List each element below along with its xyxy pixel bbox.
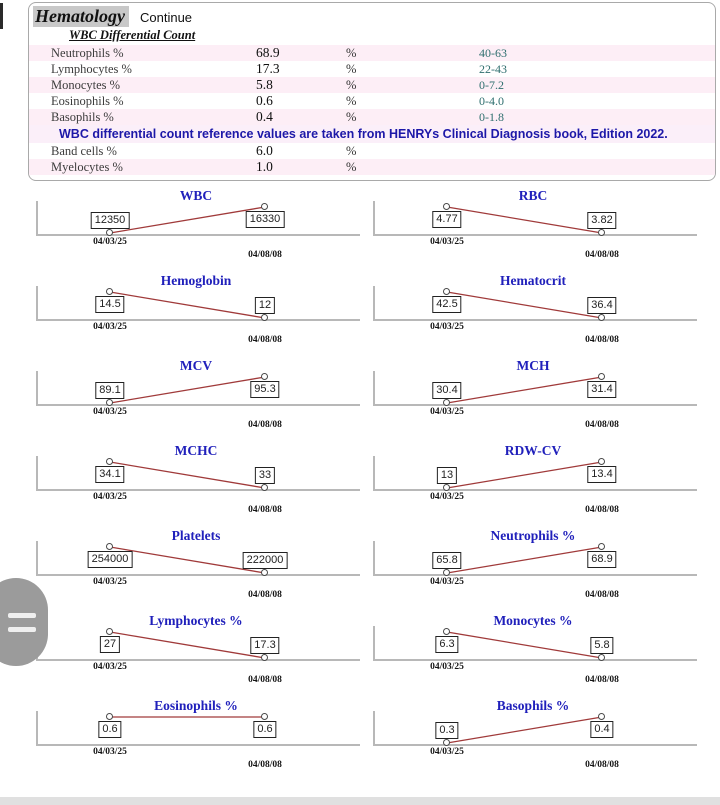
value-label-box: 13.4	[587, 466, 616, 483]
x-axis	[373, 234, 697, 236]
date-label: 04/03/25	[430, 322, 464, 332]
value-label-box: 254000	[88, 551, 133, 568]
trend-line	[36, 631, 354, 659]
table-cell-unit: %	[346, 45, 357, 60]
table-cell-name: Band cells %	[51, 143, 117, 158]
date-label: 04/03/25	[93, 237, 127, 247]
value-label-box: 0.6	[98, 721, 121, 738]
table-row	[29, 143, 715, 159]
trend-chart-hemoglobin	[28, 271, 364, 356]
data-point-marker	[261, 373, 268, 380]
table-cell-name: Myelocytes %	[51, 159, 123, 174]
trend-line	[373, 716, 691, 744]
value-label-box: 14.5	[95, 296, 124, 313]
chart-title: Basophils %	[496, 698, 570, 713]
table-cell-value: 68.9	[256, 45, 280, 60]
data-point-marker	[443, 628, 450, 635]
table-cell-range: 22-43	[479, 61, 507, 76]
chart-plot-area	[36, 716, 354, 744]
table-cell-range: 0-4.0	[479, 93, 504, 108]
data-point-marker	[598, 373, 605, 380]
table-cell-unit: %	[346, 159, 357, 174]
value-label-box: 4.77	[432, 211, 461, 228]
chart-plot-area	[36, 206, 354, 234]
table-row	[29, 93, 715, 109]
x-axis	[36, 574, 360, 576]
x-axis	[373, 659, 697, 661]
data-point-marker	[261, 203, 268, 210]
date-label: 04/08/08	[585, 505, 619, 515]
chart-title: RDW-CV	[504, 443, 562, 458]
trend-chart-platelets	[28, 526, 364, 611]
date-label: 04/03/25	[430, 237, 464, 247]
trend-chart-lymphocytes	[28, 611, 364, 696]
chart-title: MCH	[516, 358, 550, 373]
table-cell-name: Monocytes %	[51, 77, 121, 92]
value-label-box: 16330	[246, 211, 285, 228]
data-point-marker	[598, 458, 605, 465]
value-label-box: 13	[437, 467, 457, 484]
chart-title: Hematocrit	[500, 273, 566, 288]
trend-line	[373, 546, 691, 574]
data-point-marker	[106, 458, 113, 465]
page-edge-mark	[0, 3, 3, 29]
x-axis	[36, 234, 360, 236]
date-label: 04/08/08	[248, 250, 282, 260]
chart-plot-area	[36, 546, 354, 574]
value-label-box: 89.1	[95, 382, 124, 399]
value-label-box: 31.4	[587, 381, 616, 398]
value-label-box: 42.5	[432, 296, 461, 313]
data-point-marker	[598, 654, 605, 661]
value-label-box: 36.4	[587, 297, 616, 314]
date-label: 04/03/25	[93, 662, 127, 672]
trend-chart-mch	[365, 356, 701, 441]
table-cell-range: 0-7.2	[479, 77, 504, 92]
table-cell-value: 1.0	[256, 159, 273, 174]
value-label-box: 3.82	[587, 212, 616, 229]
date-label: 04/08/08	[248, 590, 282, 600]
date-label: 04/03/25	[430, 747, 464, 757]
trend-chart-neutrophils	[365, 526, 701, 611]
date-label: 04/03/25	[430, 577, 464, 587]
data-point-marker	[443, 739, 450, 746]
date-label: 04/08/08	[248, 420, 282, 430]
table-note-row	[29, 125, 715, 143]
table-cell-unit: %	[346, 77, 357, 92]
chart-plot-area	[36, 376, 354, 404]
trend-line	[373, 291, 691, 319]
date-label: 04/08/08	[585, 590, 619, 600]
trend-chart-rdw-cv	[365, 441, 701, 526]
chart-plot-area	[373, 291, 691, 319]
trend-chart-mchc	[28, 441, 364, 526]
report-header	[29, 3, 715, 27]
table-cell-name: Lymphocytes %	[51, 61, 132, 76]
trend-line	[373, 206, 691, 234]
x-axis	[36, 659, 360, 661]
date-label: 04/03/25	[93, 322, 127, 332]
x-axis	[36, 744, 360, 746]
x-axis	[373, 319, 697, 321]
table-row	[29, 109, 715, 125]
data-point-marker	[261, 569, 268, 576]
table-cell-name: Eosinophils %	[51, 93, 124, 108]
date-label: 04/08/08	[585, 250, 619, 260]
x-axis	[373, 744, 697, 746]
date-label: 04/03/25	[93, 747, 127, 757]
chart-plot-area	[373, 461, 691, 489]
table-cell-value: 17.3	[256, 61, 280, 76]
data-point-marker	[261, 484, 268, 491]
data-point-marker	[443, 203, 450, 210]
value-label-box: 6.3	[435, 636, 458, 653]
chart-title: Hemoglobin	[160, 273, 232, 288]
date-label: 04/03/25	[430, 407, 464, 417]
trend-line	[36, 461, 354, 489]
data-point-marker	[106, 713, 113, 720]
table-note-text: WBC differential count reference values are taken from HENRYs Clinical Diagnosis book, Edition 2022.	[59, 127, 668, 141]
x-axis	[373, 574, 697, 576]
hamburger-icon	[8, 627, 36, 632]
data-point-marker	[598, 713, 605, 720]
trend-chart-wbc	[28, 186, 364, 271]
x-axis	[36, 404, 360, 406]
trend-chart-basophils	[365, 696, 701, 781]
data-point-marker	[443, 484, 450, 491]
date-label: 04/08/08	[248, 335, 282, 345]
chart-plot-area	[36, 631, 354, 659]
value-label-box: 95.3	[250, 381, 279, 398]
x-axis	[36, 489, 360, 491]
trend-line	[373, 631, 691, 659]
trend-line	[36, 716, 354, 744]
date-label: 04/08/08	[585, 675, 619, 685]
date-label: 04/08/08	[248, 760, 282, 770]
value-label-box: 27	[100, 636, 120, 653]
chart-title: WBC	[179, 188, 213, 203]
date-label: 04/08/08	[585, 420, 619, 430]
chart-title: MCHC	[174, 443, 218, 458]
table-cell-value: 0.6	[256, 93, 273, 108]
continue-link[interactable]: Continue	[139, 10, 193, 25]
value-label-box: 0.4	[590, 721, 613, 738]
data-point-marker	[598, 229, 605, 236]
data-point-marker	[106, 399, 113, 406]
x-axis	[373, 404, 697, 406]
value-label-box: 0.6	[253, 721, 276, 738]
chart-plot-area	[373, 631, 691, 659]
data-point-marker	[106, 628, 113, 635]
page-title: Hematology	[33, 6, 129, 27]
chart-plot-area	[36, 291, 354, 319]
date-label: 04/08/08	[585, 335, 619, 345]
trend-line	[36, 206, 354, 234]
table-cell-value: 6.0	[256, 143, 273, 158]
menu-button[interactable]	[0, 578, 48, 666]
date-label: 04/03/25	[430, 662, 464, 672]
wbc-differential-count-title: WBC Differential Count	[69, 28, 196, 42]
chart-plot-area	[373, 206, 691, 234]
trend-line	[373, 461, 691, 489]
table-row	[29, 61, 715, 77]
data-point-marker	[106, 288, 113, 295]
bottom-bar	[0, 797, 720, 805]
data-point-marker	[443, 399, 450, 406]
chart-title: Eosinophils %	[154, 698, 238, 713]
hamburger-icon	[8, 613, 36, 618]
chart-title: MCV	[179, 358, 213, 373]
value-label-box: 30.4	[432, 382, 461, 399]
trend-chart-mcv	[28, 356, 364, 441]
date-label: 04/08/08	[248, 505, 282, 515]
date-label: 04/08/08	[248, 675, 282, 685]
data-point-marker	[443, 288, 450, 295]
wbc-differential-table	[29, 45, 715, 175]
value-label-box: 222000	[243, 552, 288, 569]
data-point-marker	[106, 543, 113, 550]
trend-chart-rbc	[365, 186, 701, 271]
data-point-marker	[106, 229, 113, 236]
data-point-marker	[261, 713, 268, 720]
x-axis	[36, 319, 360, 321]
chart-plot-area	[373, 546, 691, 574]
date-label: 04/03/25	[93, 492, 127, 502]
date-label: 04/03/25	[430, 492, 464, 502]
hematology-report-card	[28, 2, 716, 181]
chart-title: Monocytes %	[493, 613, 573, 628]
data-point-marker	[443, 569, 450, 576]
trend-chart-eosinophils	[28, 696, 364, 781]
chart-plot-area	[373, 376, 691, 404]
value-label-box: 12350	[91, 212, 130, 229]
value-label-box: 17.3	[250, 637, 279, 654]
table-cell-unit: %	[346, 109, 357, 124]
value-label-box: 0.3	[435, 722, 458, 739]
trend-line	[36, 291, 354, 319]
table-cell-range: 40-63	[479, 45, 507, 60]
table-cell-value: 0.4	[256, 109, 273, 124]
chart-title: Neutrophils %	[490, 528, 576, 543]
table-cell-unit: %	[346, 143, 357, 158]
value-label-box: 12	[255, 297, 275, 314]
table-cell-unit: %	[346, 61, 357, 76]
date-label: 04/03/25	[93, 407, 127, 417]
chart-title: Lymphocytes %	[149, 613, 243, 628]
table-row	[29, 77, 715, 93]
data-point-marker	[598, 543, 605, 550]
data-point-marker	[261, 654, 268, 661]
date-label: 04/08/08	[585, 760, 619, 770]
chart-title: RBC	[518, 188, 548, 203]
data-point-marker	[261, 314, 268, 321]
data-point-marker	[598, 314, 605, 321]
trend-chart-hematocrit	[365, 271, 701, 356]
trend-chart-monocytes	[365, 611, 701, 696]
trend-charts-grid	[28, 186, 701, 781]
table-cell-name: Neutrophils %	[51, 45, 124, 60]
table-cell-value: 5.8	[256, 77, 273, 92]
x-axis	[373, 489, 697, 491]
trend-line	[36, 546, 354, 574]
value-label-box: 33	[255, 467, 275, 484]
chart-plot-area	[36, 461, 354, 489]
value-label-box: 65.8	[432, 552, 461, 569]
trend-line	[373, 376, 691, 404]
table-row	[29, 159, 715, 175]
chart-plot-area	[373, 716, 691, 744]
table-row	[29, 45, 715, 61]
trend-line	[36, 376, 354, 404]
table-cell-range: 0-1.8	[479, 109, 504, 124]
value-label-box: 34.1	[95, 466, 124, 483]
date-label: 04/03/25	[93, 577, 127, 587]
value-label-box: 68.9	[587, 551, 616, 568]
table-cell-name: Basophils %	[51, 109, 114, 124]
table-cell-unit: %	[346, 93, 357, 108]
chart-title: Platelets	[171, 528, 221, 543]
value-label-box: 5.8	[590, 637, 613, 654]
